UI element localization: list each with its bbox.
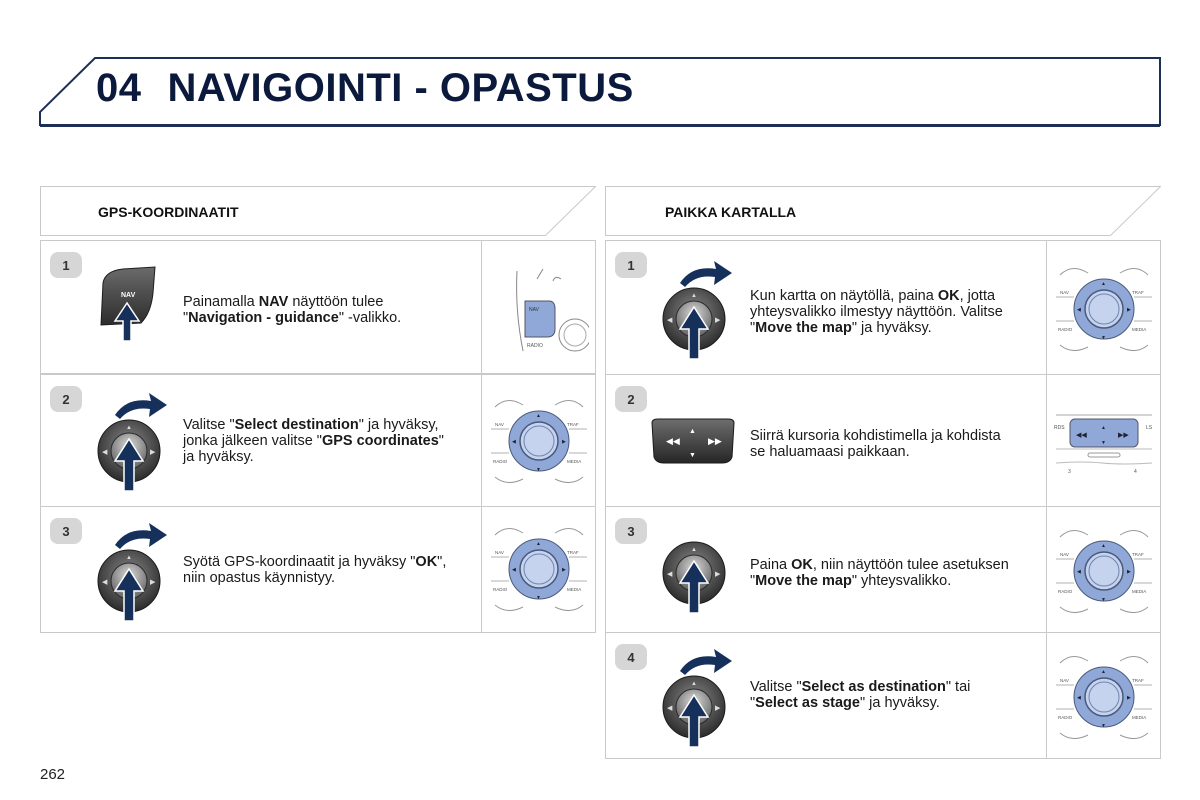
svg-text:◀: ◀: [512, 567, 516, 573]
svg-text:▶: ▶: [1127, 695, 1131, 701]
svg-text:RADIO: RADIO: [1058, 327, 1073, 332]
svg-text:TRAF: TRAF: [1132, 552, 1144, 557]
svg-text:NAV: NAV: [1060, 678, 1069, 683]
svg-text:2: 2: [62, 392, 70, 407]
svg-text:◀: ◀: [512, 439, 516, 445]
console-pad-thumbnail: [1052, 405, 1156, 481]
svg-text:▶▶: ▶▶: [708, 436, 722, 446]
svg-text:▲: ▲: [1101, 281, 1106, 287]
step-number-badge: [614, 517, 648, 545]
svg-text:▲: ▲: [689, 428, 696, 435]
svg-text:MEDIA: MEDIA: [1132, 327, 1147, 332]
gps-step-1: [40, 240, 596, 374]
svg-text:◀: ◀: [1077, 569, 1081, 575]
step-description: Painamalla NAV näyttöön tulee "Navigation - guidance" -valikko.: [183, 294, 402, 326]
svg-text:TRAF: TRAF: [1132, 290, 1144, 295]
svg-text:▼: ▼: [1101, 335, 1106, 341]
section-header-map: [605, 186, 1161, 236]
svg-text:◀: ◀: [667, 705, 673, 712]
svg-text:▲: ▲: [126, 555, 132, 561]
svg-text:◀: ◀: [667, 317, 673, 324]
knob-rotate-press-illustration: [93, 389, 173, 495]
chapter-name: NAVIGOINTI - OPASTUS: [167, 66, 634, 110]
svg-text:TRAF: TRAF: [567, 550, 579, 555]
console-nav-thumbnail: [497, 251, 589, 361]
svg-text:NAV: NAV: [495, 550, 504, 555]
svg-text:MEDIA: MEDIA: [1132, 715, 1147, 720]
svg-text:▲: ▲: [691, 681, 697, 687]
svg-text:2: 2: [627, 392, 635, 407]
step-number-badge: [49, 385, 83, 413]
nav-button-press-illustration: [93, 263, 173, 343]
console-knob-thumbnail: [1052, 261, 1156, 357]
svg-text:3: 3: [1068, 469, 1071, 475]
knob-rotate-press-illustration: [658, 645, 738, 751]
step-number-badge: [614, 385, 648, 413]
svg-text:NAV: NAV: [1060, 552, 1069, 557]
svg-text:▶: ▶: [715, 571, 721, 578]
console-knob-thumbnail: [1052, 523, 1156, 619]
svg-text:▶: ▶: [1127, 569, 1131, 575]
step-number-badge: [49, 251, 83, 279]
chapter-number: 04: [96, 66, 142, 110]
gps-step-2: [40, 374, 596, 507]
section-header-gps: [40, 186, 596, 236]
svg-text:▼: ▼: [536, 595, 541, 601]
svg-text:RADIO: RADIO: [1058, 589, 1073, 594]
svg-text:MEDIA: MEDIA: [567, 459, 582, 464]
svg-text:◀◀: ◀◀: [666, 436, 680, 446]
svg-text:TRAF: TRAF: [567, 422, 579, 427]
knob-rotate-press-illustration: [658, 257, 738, 363]
step-number-badge: [614, 643, 648, 671]
svg-text:MEDIA: MEDIA: [1132, 589, 1147, 594]
svg-text:▼: ▼: [536, 467, 541, 473]
step-number-badge: [49, 517, 83, 545]
svg-text:▶: ▶: [1127, 307, 1131, 313]
step-number-badge: [614, 251, 648, 279]
svg-text:3: 3: [62, 524, 70, 539]
step-description: Syötä GPS-koordinaatit ja hyväksy "OK", niin opastus käynnistyy.: [183, 554, 447, 586]
svg-text:▶: ▶: [562, 439, 566, 445]
map-step-4: [605, 632, 1161, 759]
svg-text:▶▶: ▶▶: [1118, 432, 1129, 439]
step-description: Kun kartta on näytöllä, paina OK, jotta yhteysvalikko ilmestyy näyttöön. Valitse "Move the map" ja hyväksy.: [750, 288, 1003, 336]
section-title-gps: GPS-KOORDINAATIT: [98, 204, 239, 220]
direction-pad-illustration: [648, 417, 738, 465]
svg-text:▲: ▲: [1101, 543, 1106, 549]
svg-text:▼: ▼: [1101, 440, 1106, 446]
svg-text:▲: ▲: [691, 293, 697, 299]
svg-text:NAV: NAV: [121, 292, 136, 299]
section-title-map: PAIKKA KARTALLA: [665, 204, 797, 220]
svg-text:◀: ◀: [1077, 307, 1081, 313]
knob-rotate-press-illustration: [93, 519, 173, 625]
svg-text:▶: ▶: [715, 317, 721, 324]
console-knob-thumbnail: [487, 521, 591, 617]
svg-text:◀◀: ◀◀: [1076, 432, 1087, 439]
svg-text:RADIO: RADIO: [527, 343, 543, 349]
console-knob-thumbnail: [487, 393, 591, 489]
console-knob-thumbnail: [1052, 649, 1156, 745]
svg-text:▲: ▲: [536, 413, 541, 419]
svg-text:RADIO: RADIO: [493, 587, 508, 592]
svg-text:LS: LS: [1146, 425, 1153, 431]
svg-text:TRAF: TRAF: [1132, 678, 1144, 683]
svg-text:NAV: NAV: [529, 307, 539, 313]
map-step-3: [605, 506, 1161, 633]
knob-press-illustration: [658, 527, 738, 617]
svg-text:▲: ▲: [536, 541, 541, 547]
svg-text:RADIO: RADIO: [493, 459, 508, 464]
svg-text:▶: ▶: [150, 579, 156, 586]
svg-text:▲: ▲: [1101, 669, 1106, 675]
svg-text:MEDIA: MEDIA: [567, 587, 582, 592]
chapter-title: [96, 66, 634, 111]
svg-text:▲: ▲: [691, 547, 697, 553]
svg-text:▲: ▲: [126, 425, 132, 431]
svg-text:RDS: RDS: [1054, 425, 1065, 431]
map-step-2: [605, 374, 1161, 507]
svg-text:◀: ◀: [1077, 695, 1081, 701]
gps-step-3: [40, 506, 596, 633]
page-number: 262: [40, 766, 66, 783]
svg-text:◀: ◀: [102, 449, 108, 456]
svg-text:▶: ▶: [562, 567, 566, 573]
svg-text:NAV: NAV: [1060, 290, 1069, 295]
svg-text:1: 1: [62, 258, 70, 273]
svg-text:▼: ▼: [1101, 597, 1106, 603]
step-description: Valitse "Select as destination" tai "Select as stage" ja hyväksy.: [750, 679, 971, 711]
step-description: Siirrä kursoria kohdistimella ja kohdista se haluamaasi paikkaan.: [750, 428, 1001, 460]
map-step-1: [605, 240, 1161, 375]
svg-text:▼: ▼: [689, 452, 696, 459]
svg-text:1: 1: [627, 258, 635, 273]
svg-text:▼: ▼: [1101, 723, 1106, 729]
svg-text:▶: ▶: [150, 449, 156, 456]
svg-text:3: 3: [627, 524, 635, 539]
svg-text:▶: ▶: [715, 705, 721, 712]
svg-text:4: 4: [627, 650, 635, 665]
svg-text:RADIO: RADIO: [1058, 715, 1073, 720]
svg-text:4: 4: [1134, 469, 1137, 475]
svg-text:◀: ◀: [667, 571, 673, 578]
svg-text:◀: ◀: [102, 579, 108, 586]
svg-text:▲: ▲: [1101, 425, 1106, 431]
step-description: Valitse "Select destination" ja hyväksy, jonka jälkeen valitse "GPS coordinates" ja hyväksy.: [183, 417, 444, 465]
svg-text:NAV: NAV: [495, 422, 504, 427]
step-description: Paina OK, niin näyttöön tulee asetuksen "Move the map" yhteysvalikko.: [750, 557, 1009, 589]
